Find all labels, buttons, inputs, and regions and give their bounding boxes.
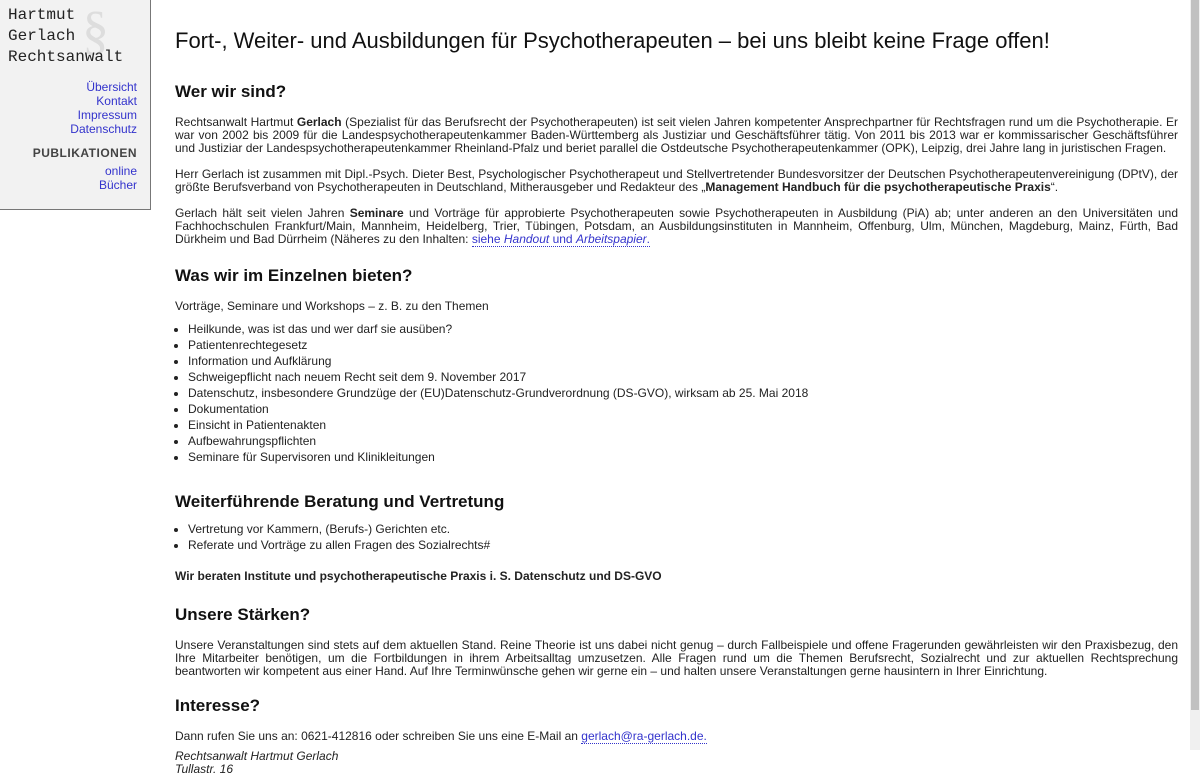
text: Dann rufen Sie uns an: 0621-412816 oder schreiben Sie uns eine E-Mail an <box>175 729 582 743</box>
paragraph-logo-mark: § <box>82 0 109 60</box>
partner-paragraph <box>175 168 1178 194</box>
address-line: Rechtsanwalt Hartmut Gerlach <box>175 749 339 763</box>
text: Arbeitspapier <box>575 232 647 246</box>
topics-list <box>175 321 1178 465</box>
section-heading-interest: Interesse? <box>175 696 261 715</box>
sidebar <box>0 0 151 210</box>
nav-impressum[interactable]: Impressum <box>77 108 137 122</box>
nav-buecher[interactable]: Bücher <box>98 178 137 192</box>
text-bold: Seminare <box>349 206 404 220</box>
contact-paragraph <box>175 730 1178 743</box>
intro-paragraph <box>175 116 1178 155</box>
text-bold: Management Handbuch für die psychotherapeutische Praxis <box>705 180 1051 194</box>
text: “. <box>1050 180 1059 194</box>
nav-online[interactable]: online <box>104 164 137 178</box>
seminars-paragraph <box>175 207 1178 246</box>
list-item: • Seminare für Supervisoren und Klinikleitungen <box>188 449 1178 465</box>
text: Herr Gerlach ist zusammen mit Dipl.-Psych. Dieter Best, Psychologischer Psychotherapeut und Stellvertretender Bundesvorsitzer der Deutschen Psychotherapeutenvereinigung (DPtV), der größte Berufsverband von Psychotherapeuten in Deutschland, Mitherausgeber und Redakteur des „ <box>175 167 1178 194</box>
text-bold: Gerlach <box>296 115 342 129</box>
scrollbar-thumb[interactable] <box>1191 0 1199 710</box>
main-content <box>175 28 1178 776</box>
text: . <box>646 232 650 246</box>
email-link[interactable]: gerlach@ra-gerlach.de. <box>581 729 707 743</box>
address-line: Tullastr. 16 <box>175 762 234 776</box>
list-item: • Heilkunde, was ist das und wer darf sie ausüben? <box>188 321 1178 337</box>
handout-link[interactable] <box>472 232 650 247</box>
section-heading-advice: Weiterführende Beratung und Vertretung <box>175 492 505 511</box>
text: und Vorträge für approbierte Psychotherapeuten sowie Psychotherapeuten in Ausbildung (PiA) ab; unter anderen an den Universitäten und Fachhochschulen Frankfurt/Main, Mannheim, Heidelberg, Trier, Tübingen, Potsdam, an Ausbildungsinstituten in Mannheim, Offenburg, Ulm, München, Magdeburg, Mainz, Fürth, Bad Dürkheim und Bad Dürrheim (Näheres zu den Inhalten: <box>175 206 1179 246</box>
list-item: • Einsicht in Patientenakten <box>188 417 1178 433</box>
scrollbar[interactable] <box>1190 0 1200 750</box>
list-item: • Information und Aufklärung <box>188 353 1178 369</box>
text: (Spezialist für das Berufsrecht der Psychotherapeuten) ist seit vielen Jahren kompetenter Ansprechpartner für Rechtsfragen rund um die Psychotherapie. Er war von 2002 bis 2009 für die Landespsychotherapeutenkammer Baden-Württemberg als Justiziar und Geschäftsführer tätig. Von 2011 bis 2013 war er kommissarischer Geschäftsführer und Justiziar der Landespsychotherapeutenkammer Rheinland-Pfalz und beriet parallel die Ostdeutsche Psychotherapeutenkammer (OPK), Leipzig, drei Jahre lang in juristischen Fragen. <box>175 115 1178 155</box>
list-item: • Schweigepflicht nach neuem Recht seit dem 9. November 2017 <box>188 369 1178 385</box>
section-heading-offer: Was wir im Einzelnen bieten? <box>175 266 413 285</box>
list-item: • Aufbewahrungspflichten <box>188 433 1178 449</box>
section-heading-strengths: Unsere Stärken? <box>175 605 311 624</box>
section-heading-who: Wer wir sind? <box>175 82 287 101</box>
text: Rechtsanwalt Hartmut <box>175 115 297 129</box>
publications-heading: PUBLIKATIONEN <box>32 146 137 160</box>
list-item: • Referate und Vorträge zu allen Fragen des Sozialrechts# <box>188 537 1178 553</box>
datenschutz-note: Wir beraten Institute und psychotherapeutische Praxis i. S. Datenschutz und DS-GVO <box>175 569 662 583</box>
strengths-paragraph: Unsere Veranstaltungen sind stets auf dem aktuellen Stand. Reine Theorie ist uns dabei nicht genug – durch Fallbeispiele und offene Fragerunden gewährleisten wir den Praxisbezug, den Ihre Mitarbeiter benötigen, um die Fortbildungen in ihrem Arbeitsalltag umzusetzen. Alle Fragen rund um die Themen Berufsrecht, Sozialrecht und zur aktuellen Rechtsprechung beantworten wir kompetent aus einer Hand. Auf Ihre Terminwünsche gehen wir gerne ein – und halten unsere Veranstaltungen gerne hausintern in Ihrer Einrichtung. <box>175 638 1178 678</box>
nav-datenschutz[interactable]: Datenschutz <box>70 122 137 136</box>
text: siehe <box>471 232 504 246</box>
site-logo[interactable]: Hartmut Gerlach Rechtsanwalt <box>8 6 124 66</box>
offer-intro: Vorträge, Seminare und Workshops – z. B. zu den Themen <box>175 299 489 313</box>
list-item: • Vertretung vor Kammern, (Berufs-) Gerichten etc. <box>188 521 1178 537</box>
sidebar-nav <box>33 80 137 192</box>
text: Handout <box>503 232 550 246</box>
text: Gerlach hält seit vielen Jahren <box>175 206 350 220</box>
list-item: • Dokumentation <box>188 401 1178 417</box>
list-item: • Datenschutz, insbesondere Grundzüge der (EU)Datenschutz-Grundverordnung (DS-GVO), wirksam ab 25. Mai 2018 <box>188 385 1178 401</box>
nav-kontakt[interactable]: Kontakt <box>96 94 137 108</box>
text: und <box>549 232 576 246</box>
address <box>175 750 1178 776</box>
list-item: • Patientenrechtegesetz <box>188 337 1178 353</box>
advice-list <box>175 521 1178 553</box>
nav-uebersicht[interactable]: Übersicht <box>86 80 137 94</box>
page-title: Fort-, Weiter- und Ausbildungen für Psychotherapeuten – bei uns bleibt keine Frage offen! <box>175 28 1050 53</box>
